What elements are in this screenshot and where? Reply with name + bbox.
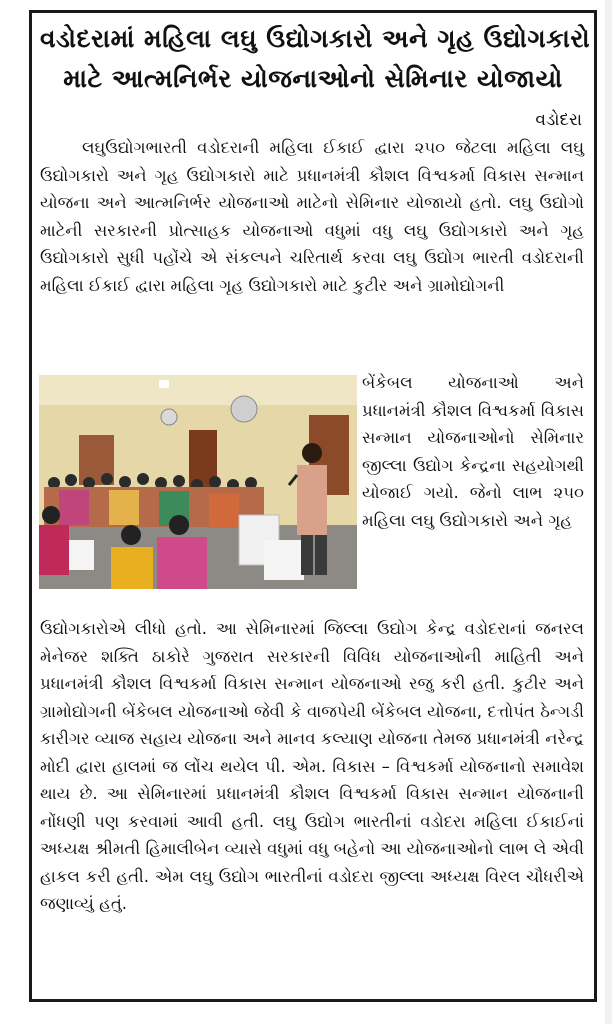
paragraph-bottom: ઉદ્યોગકારોએ લીધો હતો. આ સેમિનારમાં જિલ્લા ઉદ્યોગ કેન્દ્ર વડોદરાનાં જનરલ મેનેજર શક્તિ ઠાકોરે ગુજરાત સરકારની વિવિધ યોજનાઓની માહિતી અને પ્રધાનમંત્રી કૌશલ વિશ્વકર્મા વિકાસ સન્માન યોજનાઓ રજુ કરી હતી. કુટીર અને ગ્રામોદ્યોગની બેંકેબલ યોજનાઓ જેવી કે વાજપેયી બેંકેબલ યોજના, દત્તોપંત ઠેન્ગડી કારીગર વ્યાજ સહાય યોજના અને માનવ કલ્યાણ યોજના તેમજ પ્રધાનમંત્રી નરેન્દ્ર મોદી દ્વારા હાલમાં જ લોંચ થયેલ પી. એમ. વિકાસ – વિશ્વકર્મા યોજનાનો સમાવેશ થાય છે. આ સેમિનારમાં પ્રધાનમંત્રી કૌશલ વિશ્વકર્મા વિકાસ સન્માન યોજનાની નોંધણી પણ કરવામાં આવી હતી. લઘુ ઉદ્યોગ ભારતીનાં વડોદરા મહિલા ઈકાઈનાં અધ્યક્ષ શ્રીમતી હિમાલીબેન વ્યાસે વધુમાં વધુ બહેનો આ યોજનાઓનો લાભ લે એવી હાકલ કરી હતી. એમ લઘુ ઉદ્યોગ ભારતીનાં વડોદરા જીલ્લા અધ્યક્ષ વિરલ ચૌધરીએ જણાવ્યું હતું. — [40, 619, 584, 913]
page-edge — [605, 0, 612, 1024]
seminar-photo — [39, 375, 357, 589]
headline-line-1: વડોદરામાં મહિલા લઘુ ઉદ્યોગકારો અને ગૃહ ઉદ્યોગકારો — [40, 24, 591, 53]
news-clipping — [29, 10, 597, 1002]
paragraph-top: લઘુઉદ્યોગભારતી વડોદરાની મહિલા ઈકાઈ દ્વારા ૨૫૦ જેટલા મહિલા લઘુ ઉદ્યોગકારો અને ગૃહ ઉદ્યોગકારો માટે પ્રધાનમંત્રી કૌશલ વિશ્વકર્મા વિકાસ સન્માન યોજના અને આત્મનિર્ભર યોજનાઓ માટેનો સેમિનાર યોજાયો હતો. લઘુ ઉદ્યોગો માટેની સરકારની પ્રોત્સાહક યોજનાઓ વધુમાં વધુ લઘુ ઉદ્યોગકારો અને ગૃહ ઉદ્યોગકારો સુધી પહોંચે એ સંકલ્પને ચરિતાર્થ કરવા લઘુ ઉદ્યોગ ભારતી વડોદરાની મહિલા ઈકાઈ દ્વારા મહિલા ગૃહ ઉદ્યોગકારો માટે કુટીર અને ગ્રામોદ્યોગની — [40, 138, 584, 295]
paragraph-side: બેંકેબલ યોજનાઓ અને પ્રધાનમંત્રી કૌશલ વિશ્વકર્મા વિકાસ સન્માન યોજનાઓનો સેમિનાર જીલ્લા ઉદ્યોગ કેન્દ્રના સહયોગથી યોજાઈ ગયો. જેનો લાભ ૨૫૦ મહિલા લઘુ ઉદ્યોગકારો અને ગૃહ — [362, 373, 584, 530]
headline — [40, 19, 591, 99]
headline-line-2: માટે આત્મનિર્ભર યોજનાઓનો સેમિનાર યોજાયો — [63, 64, 563, 93]
dateline: વડોદરા — [535, 110, 582, 130]
